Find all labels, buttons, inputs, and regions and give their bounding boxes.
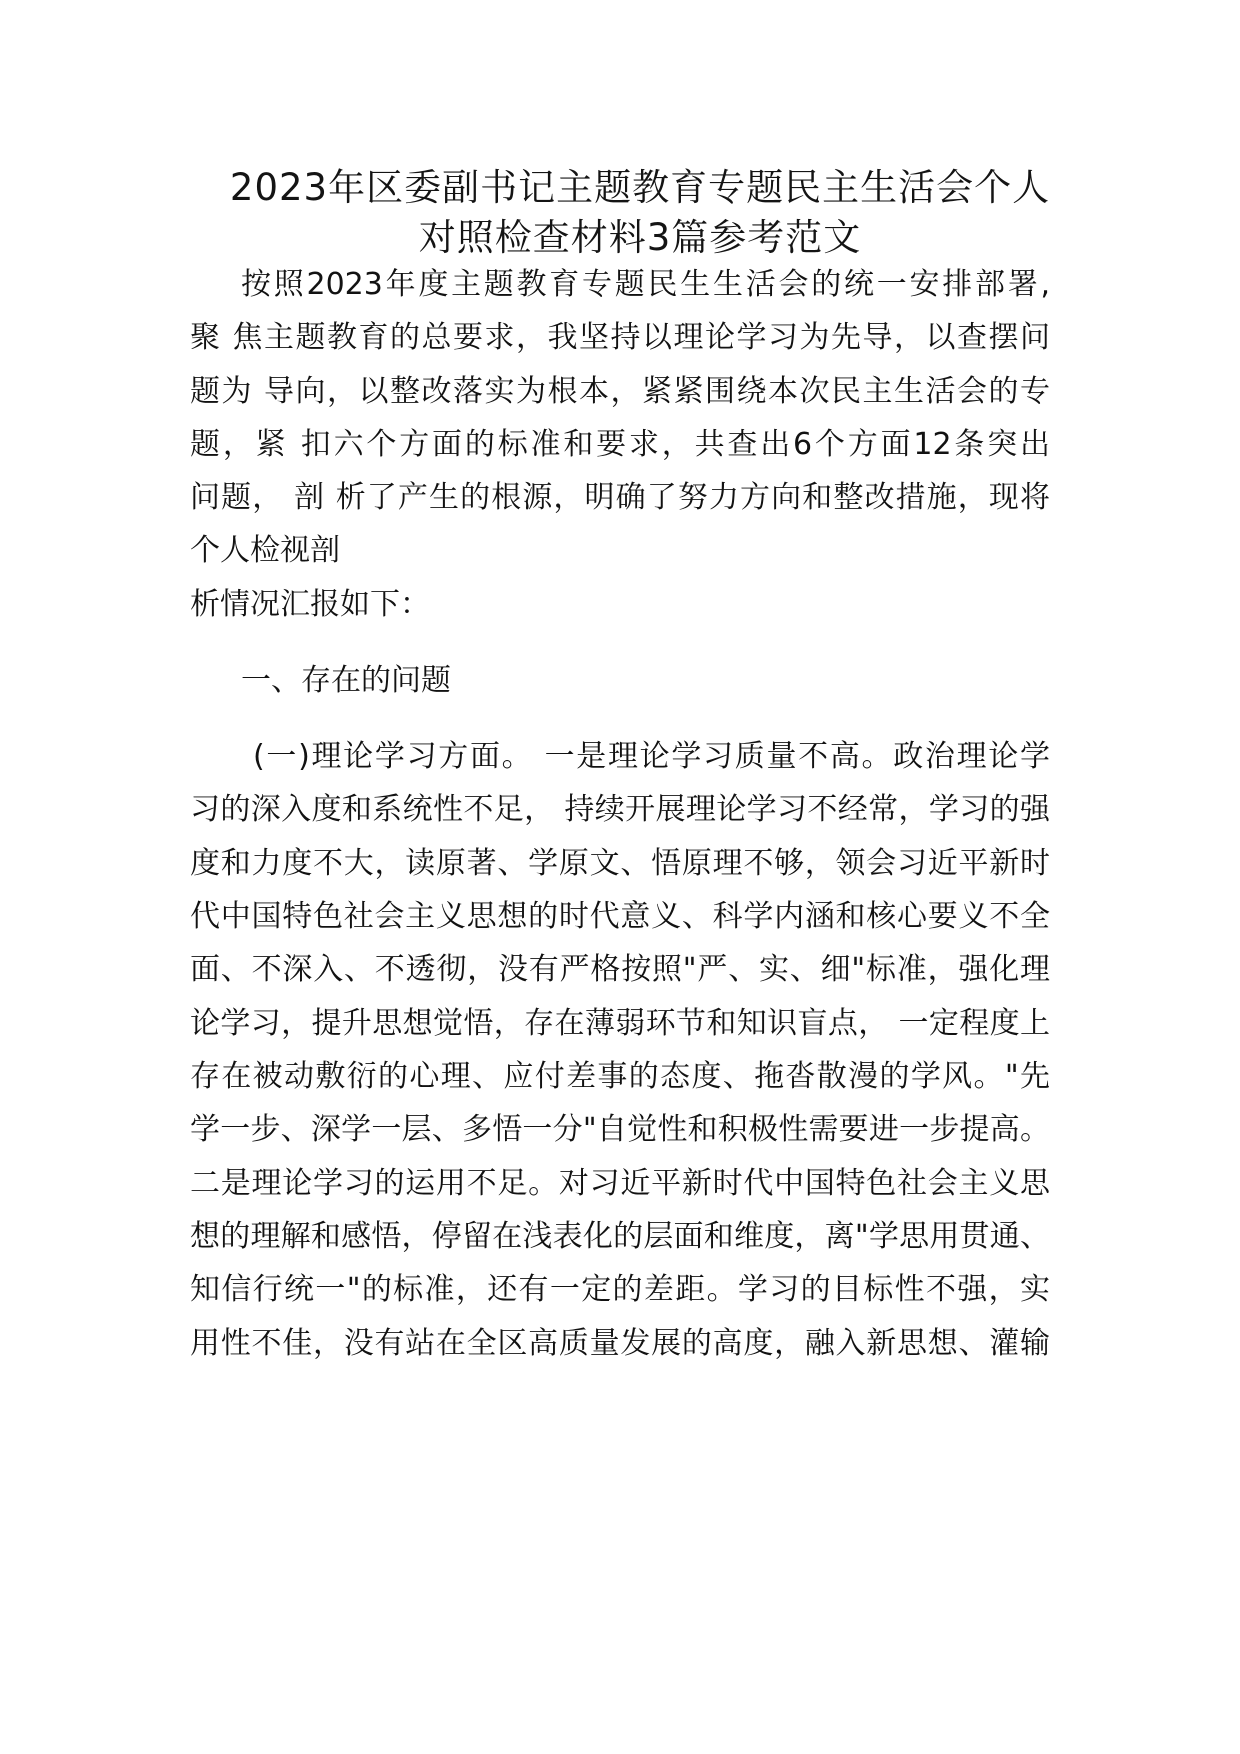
- intro-paragraph-line: 按照2023年度主题教育专题民生生活会的统一安排部署,: [241, 267, 1050, 302]
- intro-paragraph-line: 题，紧 扣六个方面的标准和要求，共查出6个方面12条突出: [190, 427, 1050, 462]
- intro-paragraph-line: 个人检视剖: [190, 533, 340, 568]
- document-title-line-1: 2023年区委副书记主题教育专题民主生活会个人: [229, 166, 1051, 209]
- body-paragraph-line: 用性不佳，没有站在全区高质量发展的高度，融入新思想、灌输: [190, 1326, 1050, 1361]
- intro-paragraph-line: 析情况汇报如下：: [190, 587, 430, 622]
- body-paragraph-line: 度和力度不大，读原著、学原文、悟原理不够，领会习近平新时: [190, 846, 1050, 881]
- body-paragraph-line: 知信行统一"的标准，还有一定的差距。学习的目标性不强，实: [190, 1272, 1050, 1307]
- body-paragraph-line: 面、不深入、不透彻，没有严格按照"严、实、细"标准，强化理: [190, 952, 1050, 987]
- body-paragraph-line: 学一步、深学一层、多悟一分"自觉性和积极性需要进一步提高。: [190, 1112, 1050, 1147]
- document-title-line-2: 对照检查材料3篇参考范文: [418, 216, 862, 259]
- body-paragraph-line: 代中国特色社会主义思想的时代意义、科学内涵和核心要义不全: [190, 899, 1050, 934]
- body-paragraph-line: 二是理论学习的运用不足。对习近平新时代中国特色社会主义思: [190, 1166, 1050, 1201]
- body-paragraph-line: 想的理解和感悟，停留在浅表化的层面和维度，离"学思用贯通、: [190, 1219, 1050, 1254]
- intro-paragraph-line: 聚 焦主题教育的总要求，我坚持以理论学习为先导，以查摆问: [190, 320, 1050, 355]
- body-paragraph-line: (一)理论学习方面。 一是理论学习质量不高。政治理论学: [253, 739, 1050, 774]
- intro-paragraph-line: 题为 导向，以整改落实为根本，紧紧围绕本次民主生活会的专: [190, 374, 1050, 409]
- intro-paragraph-line: 问题， 剖 析了产生的根源，明确了努力方向和整改措施，现将: [190, 480, 1050, 515]
- body-paragraph-line: 存在被动敷衍的心理、应付差事的态度、拖沓散漫的学风。"先: [190, 1059, 1050, 1094]
- section-heading: 一、存在的问题: [241, 663, 451, 698]
- body-paragraph-line: 论学习，提升思想觉悟，存在薄弱环节和知识盲点， 一定程度上: [190, 1006, 1050, 1041]
- body-paragraph-line: 习的深入度和系统性不足， 持续开展理论学习不经常，学习的强: [190, 792, 1050, 827]
